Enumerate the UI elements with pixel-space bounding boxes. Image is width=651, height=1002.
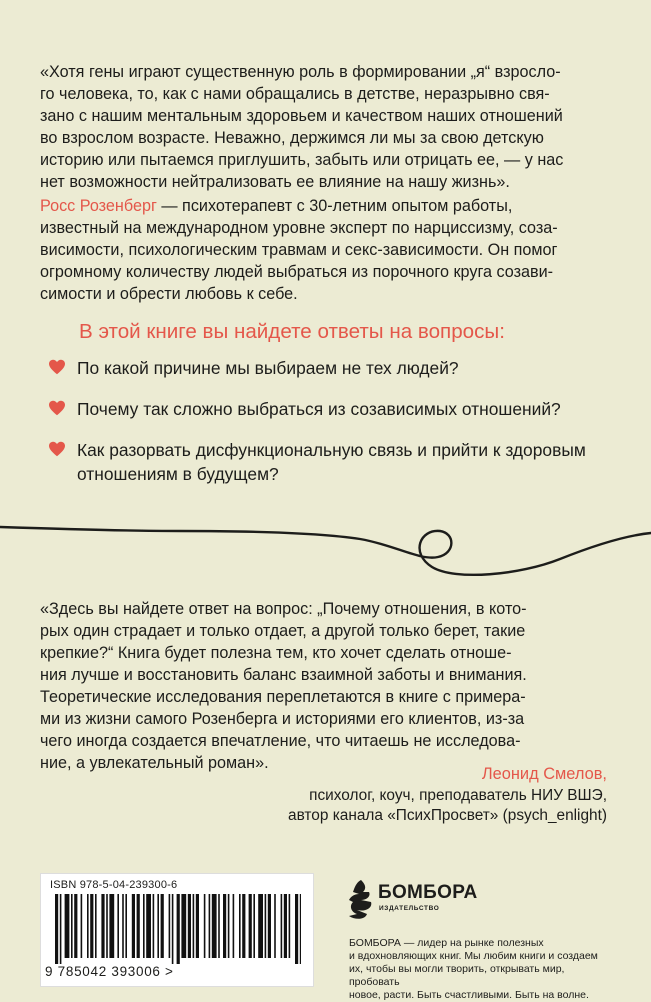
author-bio-line: висимости, психологическим травмам и секс-зависимости. Он помог [40,241,558,259]
publisher-line: их, чтобы вы могли творить, открывать мир, пробовать [349,963,565,988]
publisher-line: и вдохновляющих книг. Мы любим книги и создаем [349,950,598,962]
barcode-bar [181,894,186,958]
barcode-box [40,873,314,987]
barcode-bar [295,894,298,964]
barcode-bar [284,894,287,958]
barcode-bar [109,894,114,958]
top-quote [40,61,615,193]
questions-heading: В этой книге вы найдете ответы на вопросы: [79,320,505,343]
heart-icon [48,441,66,457]
reviewer-title: психолог, коуч, преподаватель НИУ ВШЭ, [309,787,607,804]
reviewer-name: Леонид Смелов, [481,765,607,783]
isbn-text: ISBN 978-5-04-239300-6 [50,879,178,891]
publisher-line: БОМБОРА — лидер на рынке полезных [349,937,544,949]
author-bio-line [40,195,615,217]
barcode-bar [281,894,283,958]
review-line: ния лучше и восстановить баланс взаимной заботы и внимания. [40,666,527,684]
top-quote-line: зано с нашим ментальным здоровьем и качеством наших отношений [40,107,563,125]
top-quote-line: го человека, то, как с нами обращались в детстве, неразрывно свя- [40,85,550,103]
question-text: Как разорвать дисфункциональную связь и прийти к здоровым отношениям в будущем? [77,440,586,484]
barcode-bar [228,894,230,958]
barcode-bar [169,894,171,958]
barcode-bar [218,894,220,958]
barcode-digits: 9 785042 393006 > [45,964,174,979]
barcode-bar [106,894,108,958]
question-text: Почему так сложно выбраться из созависимых отношений? [77,399,561,419]
review-line: ми из жизни самого Розенберга и историями его клиентов, из-за [40,710,525,728]
barcode-bar [55,894,58,964]
barcode-bar [60,894,62,964]
heart-icon [48,400,66,416]
barcode-bar [249,894,252,958]
barcode-bar [153,894,155,958]
barcode-bar [265,894,267,958]
publisher-line: новое, расти. Быть счастливыми. Быть на волне. [349,989,589,1001]
barcode-bar [300,894,301,964]
barcode-bar [146,894,151,958]
barcode-bar [233,894,235,958]
barcode-icon [55,894,301,964]
barcode-bar [95,894,97,958]
author-bio-rest: — психотерапевт с 30-летним опытом работы, [156,197,513,215]
barcode-bar [258,894,263,958]
top-quote-line: «Хотя гены играют существенную роль в формировании „я“ взросло- [40,63,561,81]
barcode-bar [193,894,195,958]
barcode-bar [90,894,93,958]
barcode-bar [253,894,255,958]
review-line: Теоретические исследования переплетаются в книге с примера- [40,688,526,706]
barcode-bar [177,894,180,964]
barcode-bar [161,894,164,958]
review-quote [40,598,615,774]
author-bio-line: огромному количеству людей выбраться из порочного круга созави- [40,263,554,281]
reviewer-channel: автор канала «ПсихПросвет» (psych_enlight) [288,807,607,824]
barcode-bar [81,894,83,958]
barcode-bar [196,894,199,958]
barcode-bar [71,894,73,958]
barcode-bar [268,894,271,958]
barcode-bar [74,894,77,958]
barcode-bar [239,894,241,958]
top-quote-line: во взрослом возрасте. Неважно, держимся ли мы за свою детскую [40,129,544,147]
author-bio [40,195,615,305]
barcode-bar [101,894,104,958]
barcode-bar [188,894,191,958]
barcode-bar [157,894,159,958]
barcode-bar [143,894,145,958]
barcode-bar [204,894,206,958]
barcode-bar [87,894,89,958]
publisher-sub: ИЗДАТЕЛЬСТВО [379,905,440,912]
author-name: Росс Розенберг [40,197,157,215]
barcode-bar [137,894,140,958]
author-bio-line: симости и обрести любовь к себе. [40,285,298,303]
review-line: крепкие?“ Книга будет полезна тем, кто хочет сделать отноше- [40,644,512,662]
barcode-bar [242,894,245,958]
review-line: чего иногда создается впечатление, что читаешь не исследова- [40,732,521,750]
review-line: «Здесь вы найдете ответ на вопрос: „Почему отношения, в кото- [40,600,527,618]
barcode-bar [65,894,70,958]
publisher-description [349,937,611,1002]
heart-icon [48,359,66,375]
barcode-bar [223,894,226,958]
barcode-bar [212,894,217,958]
barcode-bar [125,894,127,958]
question-text: По какой причине мы выбираем не тех людей? [77,358,459,378]
review-line: рых один страдает и только отдает, а другой только берет, такие [40,622,526,640]
barcode-bar [289,894,291,958]
barcode-bar [209,894,211,958]
review-line: ние, а увлекательный роман». [40,754,269,772]
decorative-tangled-line [0,495,651,585]
barcode-bar [122,894,124,958]
bombora-logo-icon [347,878,375,922]
barcode-bar [274,894,276,958]
top-quote-line: нет возможности нейтрализовать ее влияние на нашу жизнь». [40,173,510,191]
barcode-bar [117,894,119,958]
author-bio-line: известный на международном уровне эксперт по нарциссизму, созa- [40,219,558,237]
barcode-bar [172,894,174,964]
publisher-brand: БОМБОРА [378,882,478,903]
top-quote-line: историю или пытаемся приглушить, забыть или отрицать ее, — у нас [40,151,564,169]
barcode-bar [132,894,135,958]
